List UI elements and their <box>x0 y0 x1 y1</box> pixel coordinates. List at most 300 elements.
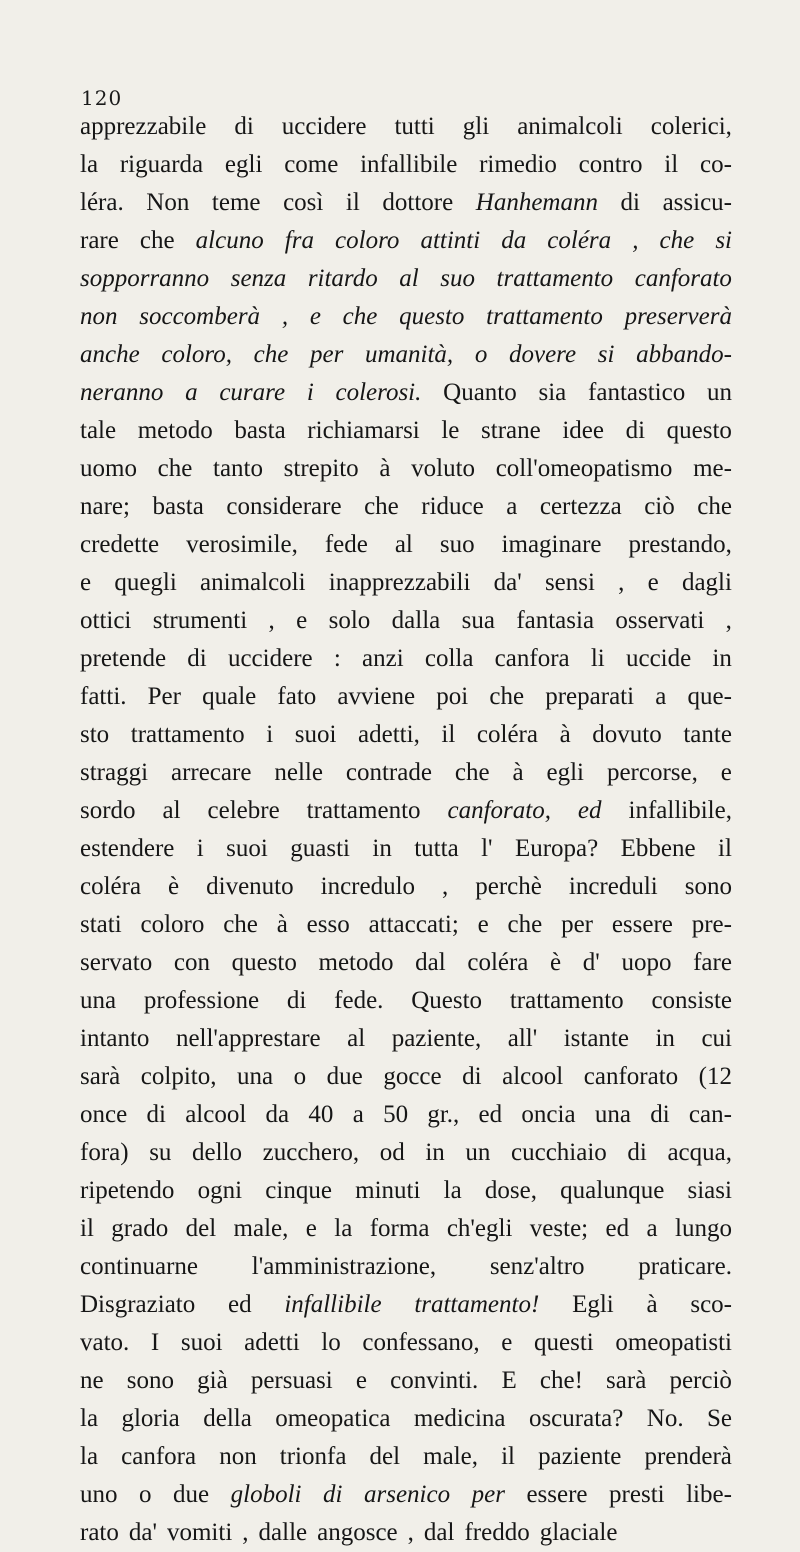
word: strepito <box>283 455 359 482</box>
word: , <box>242 1519 249 1546</box>
word: stati <box>80 911 122 938</box>
word: soccomberà <box>139 303 261 330</box>
word: che <box>253 341 289 368</box>
text-line <box>80 754 732 792</box>
word: od <box>379 1139 405 1166</box>
word: e <box>647 569 659 596</box>
word: trattamento! <box>414 1291 540 1318</box>
word: a <box>646 1215 658 1242</box>
word: questi <box>534 1329 594 1356</box>
word: , <box>268 607 275 634</box>
word: osservati <box>615 607 705 634</box>
word: del <box>369 1443 401 1470</box>
word: suoi <box>226 835 268 862</box>
word: attinti <box>420 227 481 254</box>
word: neranno <box>80 379 164 406</box>
word: alcuno <box>195 227 264 254</box>
word: percorse, <box>606 759 698 786</box>
word: di <box>323 1481 343 1508</box>
word: a <box>185 379 198 406</box>
text-line <box>80 868 732 906</box>
word: Quanto <box>443 379 517 406</box>
word: , <box>632 227 639 254</box>
word: perchè <box>475 873 542 900</box>
word: à <box>559 721 571 748</box>
word: ed <box>227 1291 252 1318</box>
word: suo <box>439 531 475 558</box>
word: di <box>234 113 254 140</box>
word: ottici <box>80 607 132 634</box>
word: strumenti <box>152 607 248 634</box>
word: la <box>443 1177 462 1204</box>
word: à <box>512 759 524 786</box>
text-line <box>80 1476 732 1514</box>
word: presti <box>609 1481 665 1508</box>
word: léra. <box>80 189 124 216</box>
word: paziente, <box>391 1025 482 1052</box>
word: dovere <box>508 341 577 368</box>
text-line <box>80 982 732 1020</box>
word: trattamento <box>130 721 245 748</box>
word: poi <box>436 683 469 710</box>
word: dovuto <box>592 721 662 748</box>
word: due <box>326 1063 363 1090</box>
word: coloro <box>140 911 205 938</box>
word: 50 <box>383 1101 409 1128</box>
word: Europa? <box>514 835 599 862</box>
word: straggi <box>80 759 149 786</box>
word: uomo <box>80 455 137 482</box>
word: canforato <box>583 1063 679 1090</box>
word: cui <box>701 1025 732 1052</box>
word: fede <box>324 531 368 558</box>
text-line <box>80 1134 732 1172</box>
word: ogni <box>197 1177 243 1204</box>
word: (12 <box>698 1063 732 1090</box>
word: che <box>139 227 175 254</box>
word: basta <box>234 417 286 444</box>
word: globoli <box>230 1481 302 1508</box>
word: Non <box>146 189 190 216</box>
word: alcool <box>185 1101 247 1128</box>
word: perciò <box>669 1367 732 1394</box>
word: Ebbene <box>620 835 696 862</box>
text-line <box>80 944 732 982</box>
word: uno <box>80 1481 118 1508</box>
word: il <box>501 1443 515 1470</box>
word: fare <box>693 949 732 976</box>
word: trattamento <box>306 797 421 824</box>
word: freddo <box>464 1519 530 1546</box>
word: 40 <box>308 1101 334 1128</box>
word: intanto <box>80 1025 150 1052</box>
word: di <box>187 645 207 672</box>
word: sordo <box>80 797 136 824</box>
word: su <box>149 1139 172 1166</box>
text-line <box>80 1248 732 1286</box>
text-line <box>80 184 732 222</box>
word: idee <box>562 417 604 444</box>
word: rare <box>80 227 119 254</box>
word: , <box>442 873 449 900</box>
word: riduce <box>421 493 484 520</box>
word: nare; <box>80 493 130 520</box>
word: assicu- <box>662 189 732 216</box>
word: di <box>627 1139 647 1166</box>
word: questo <box>666 417 732 444</box>
word: dal <box>423 1519 455 1546</box>
word: considerare <box>226 493 342 520</box>
word: e <box>309 303 321 330</box>
word: sco- <box>690 1291 732 1318</box>
word: preserverà <box>624 303 732 330</box>
word: una <box>594 1101 631 1128</box>
word: , <box>281 303 289 330</box>
word: prestando, <box>628 531 732 558</box>
word: à <box>646 1291 658 1318</box>
word: , <box>725 607 732 634</box>
word: che <box>454 759 490 786</box>
word: pretende <box>80 645 167 672</box>
word: anzi <box>362 645 404 672</box>
word: me- <box>693 455 732 482</box>
word: fantastico <box>588 379 686 406</box>
word: tale <box>80 417 117 444</box>
word: in <box>372 835 392 862</box>
word: oscurata? <box>528 1405 624 1432</box>
word: vomiti <box>166 1519 233 1546</box>
word: Per <box>147 683 181 710</box>
text-line <box>80 602 732 640</box>
word: per <box>309 341 344 368</box>
word: basta <box>152 493 204 520</box>
word: le <box>441 417 460 444</box>
word: cinque <box>265 1177 332 1204</box>
word: celebre <box>207 797 280 824</box>
word: infallibile, <box>628 797 732 824</box>
word: come <box>284 151 339 178</box>
word: convinti. <box>390 1367 479 1394</box>
word: can- <box>688 1101 732 1128</box>
text-line <box>80 1172 732 1210</box>
word: di <box>650 1101 670 1128</box>
word: pre- <box>691 911 732 938</box>
text-line <box>80 108 732 146</box>
word: ritardo <box>307 265 378 292</box>
word: arrecare <box>170 759 252 786</box>
word: umanità, <box>364 341 454 368</box>
word: persuasi <box>250 1367 333 1394</box>
word: coléra <box>547 227 612 254</box>
word: que- <box>687 683 732 710</box>
word: si <box>597 341 615 368</box>
word: sia <box>538 379 567 406</box>
word: once <box>80 1101 128 1128</box>
text-line <box>80 830 732 868</box>
word: avviene <box>337 683 416 710</box>
text-line <box>80 222 732 260</box>
word: dal <box>415 949 446 976</box>
word: un <box>465 1139 491 1166</box>
word: trattamento <box>509 987 624 1014</box>
word: rato <box>80 1519 119 1546</box>
word: dello <box>192 1139 243 1166</box>
text-line <box>80 1514 732 1552</box>
word: dalla <box>391 607 441 634</box>
word: l'amministrazione, <box>251 1253 437 1280</box>
text-line <box>80 412 732 450</box>
word: due <box>173 1481 210 1508</box>
word: , <box>407 1519 414 1546</box>
word: da <box>265 1101 290 1128</box>
word: d' <box>582 949 600 976</box>
word: guasti <box>290 835 350 862</box>
word: il <box>441 721 456 748</box>
word: alcool <box>502 1063 564 1090</box>
word: così <box>283 189 324 216</box>
word: à <box>276 911 288 938</box>
word: senza <box>230 265 287 292</box>
text-line <box>80 906 732 944</box>
word: da <box>501 227 527 254</box>
word: arsenico <box>363 1481 451 1508</box>
word: uopo <box>621 949 672 976</box>
word: certezza <box>539 493 622 520</box>
word: senz'altro <box>489 1253 585 1280</box>
word: grado <box>111 1215 169 1242</box>
word: coloro, <box>161 341 232 368</box>
word: al <box>347 1025 366 1052</box>
word: egli <box>546 759 585 786</box>
word: sarà <box>606 1367 647 1394</box>
word: dalle <box>258 1519 308 1546</box>
text-line <box>80 1058 732 1096</box>
text-line <box>80 792 732 830</box>
word: nelle <box>274 759 323 786</box>
word: divenuto <box>206 873 294 900</box>
word: male, <box>233 1215 289 1242</box>
word: metodo <box>137 417 213 444</box>
word: uccidere <box>227 645 313 672</box>
word: sono <box>126 1367 174 1394</box>
text-line <box>80 374 732 412</box>
word: solo <box>328 607 371 634</box>
word: cucchiaio <box>511 1139 607 1166</box>
word: del <box>185 1215 217 1242</box>
word: uccide <box>625 645 692 672</box>
word: consiste <box>651 987 732 1014</box>
text-line <box>80 564 732 602</box>
word: il <box>664 151 679 178</box>
page-number: 120 <box>81 86 123 110</box>
word: e <box>477 911 489 938</box>
word: la <box>80 1405 99 1432</box>
word: Hanhemann <box>475 189 598 216</box>
word: lungo <box>675 1215 732 1242</box>
word: gli <box>462 113 490 140</box>
word: paziente <box>538 1443 622 1470</box>
word: suo <box>440 265 475 292</box>
word: acqua, <box>667 1139 732 1166</box>
word: oncia <box>521 1101 576 1128</box>
word: non <box>219 1443 257 1470</box>
word: adetti <box>244 1329 300 1356</box>
word: questo <box>231 949 297 976</box>
word: fra <box>284 227 314 254</box>
word: dottore <box>382 189 454 216</box>
word: quale <box>202 683 257 710</box>
word: coléra <box>80 873 142 900</box>
word: sopporranno <box>80 265 210 292</box>
word: il <box>345 189 360 216</box>
word: che! <box>539 1367 583 1394</box>
text-line <box>80 1438 732 1476</box>
text-line <box>80 526 732 564</box>
word: strane <box>481 417 541 444</box>
word: o <box>293 1063 307 1090</box>
word: confessano, <box>362 1329 480 1356</box>
word: ed <box>605 1215 630 1242</box>
body-text <box>80 108 732 1552</box>
word: coléra <box>476 721 538 748</box>
word: preparati <box>545 683 635 710</box>
word: si <box>715 227 732 254</box>
word: esso <box>306 911 350 938</box>
word: una <box>237 1063 274 1090</box>
text-line <box>80 450 732 488</box>
word: quegli <box>114 569 177 596</box>
word: richiamarsi <box>307 417 420 444</box>
word: ripetendo <box>80 1177 175 1204</box>
word: Egli <box>572 1291 614 1318</box>
word: e <box>720 759 732 786</box>
word: No. <box>646 1405 684 1432</box>
text-line <box>80 1096 732 1134</box>
word: coloro <box>335 227 400 254</box>
word: a <box>352 1101 364 1128</box>
word: della <box>203 1405 252 1432</box>
word: forma <box>369 1215 430 1242</box>
word: : <box>333 645 341 672</box>
word: gocce <box>383 1063 442 1090</box>
word: già <box>197 1367 228 1394</box>
word: e <box>501 1329 513 1356</box>
text-line <box>80 1210 732 1248</box>
word: lo <box>321 1329 341 1356</box>
word: una <box>80 987 117 1014</box>
word: per <box>471 1481 505 1508</box>
word: imaginare <box>501 531 602 558</box>
word: un <box>706 379 732 406</box>
word: essere <box>526 1481 588 1508</box>
word: I <box>150 1329 160 1356</box>
word: colerosi. <box>335 379 422 406</box>
word: Se <box>707 1405 732 1432</box>
word: male, <box>423 1443 478 1470</box>
word: canforato, <box>447 797 551 824</box>
word: in <box>425 1139 445 1166</box>
word: di <box>625 417 646 444</box>
word: con <box>173 949 210 976</box>
word: l' <box>481 835 493 862</box>
word: i <box>306 379 314 406</box>
word: è <box>550 949 562 976</box>
word: angosce <box>317 1519 398 1546</box>
word: istante <box>563 1025 629 1052</box>
word: inapprezzabili <box>328 569 471 596</box>
word: ed <box>577 797 602 824</box>
word: zucchero, <box>262 1139 360 1166</box>
word: tutta <box>414 835 459 862</box>
word: suoi <box>294 721 337 748</box>
word: e <box>80 569 92 596</box>
word: sarà <box>80 1063 121 1090</box>
word: professione <box>143 987 260 1014</box>
word: di <box>462 1063 482 1090</box>
word: siasi <box>687 1177 732 1204</box>
word: la <box>334 1215 353 1242</box>
word: libe- <box>686 1481 732 1508</box>
word: colerici, <box>650 113 732 140</box>
word: sto <box>80 721 110 748</box>
text-line <box>80 260 732 298</box>
word: estendere <box>80 835 175 862</box>
word: medicina <box>413 1405 506 1432</box>
word: co- <box>699 151 732 178</box>
word: coléra <box>467 949 529 976</box>
text-line <box>80 640 732 678</box>
word: o <box>474 341 488 368</box>
word: non <box>80 303 118 330</box>
word: è <box>168 873 180 900</box>
word: che <box>223 911 258 938</box>
word: minuti <box>355 1177 421 1204</box>
word: trattamento <box>486 303 603 330</box>
word: rimedio <box>479 151 557 178</box>
word: li <box>590 645 605 672</box>
word: tutti <box>394 113 435 140</box>
word: contro <box>578 151 643 178</box>
word: da' <box>493 569 522 596</box>
word: che <box>364 493 399 520</box>
word: praticare. <box>638 1253 732 1280</box>
word: Questo <box>411 987 483 1014</box>
word: verosimile, <box>186 531 298 558</box>
word: ne <box>80 1367 104 1394</box>
word: à <box>379 455 391 482</box>
word: che <box>697 493 732 520</box>
text-line <box>80 146 732 184</box>
text-line <box>80 336 732 374</box>
word: canforato <box>634 265 732 292</box>
word: in <box>655 1025 675 1052</box>
word: uccidere <box>281 113 367 140</box>
word: animalcoli <box>200 569 306 596</box>
word: apprezzabile <box>80 113 207 140</box>
word: incredulo <box>320 873 416 900</box>
word: prenderà <box>644 1443 732 1470</box>
text-line <box>80 1362 732 1400</box>
word: omeopatica <box>275 1405 391 1432</box>
text-line <box>80 678 732 716</box>
word: trionfa <box>279 1443 347 1470</box>
word: la <box>80 1443 99 1470</box>
word: e <box>296 607 308 634</box>
word: che <box>507 911 543 938</box>
text-line <box>80 298 732 336</box>
word: omeopatisti <box>615 1329 732 1356</box>
word: questo <box>399 303 465 330</box>
